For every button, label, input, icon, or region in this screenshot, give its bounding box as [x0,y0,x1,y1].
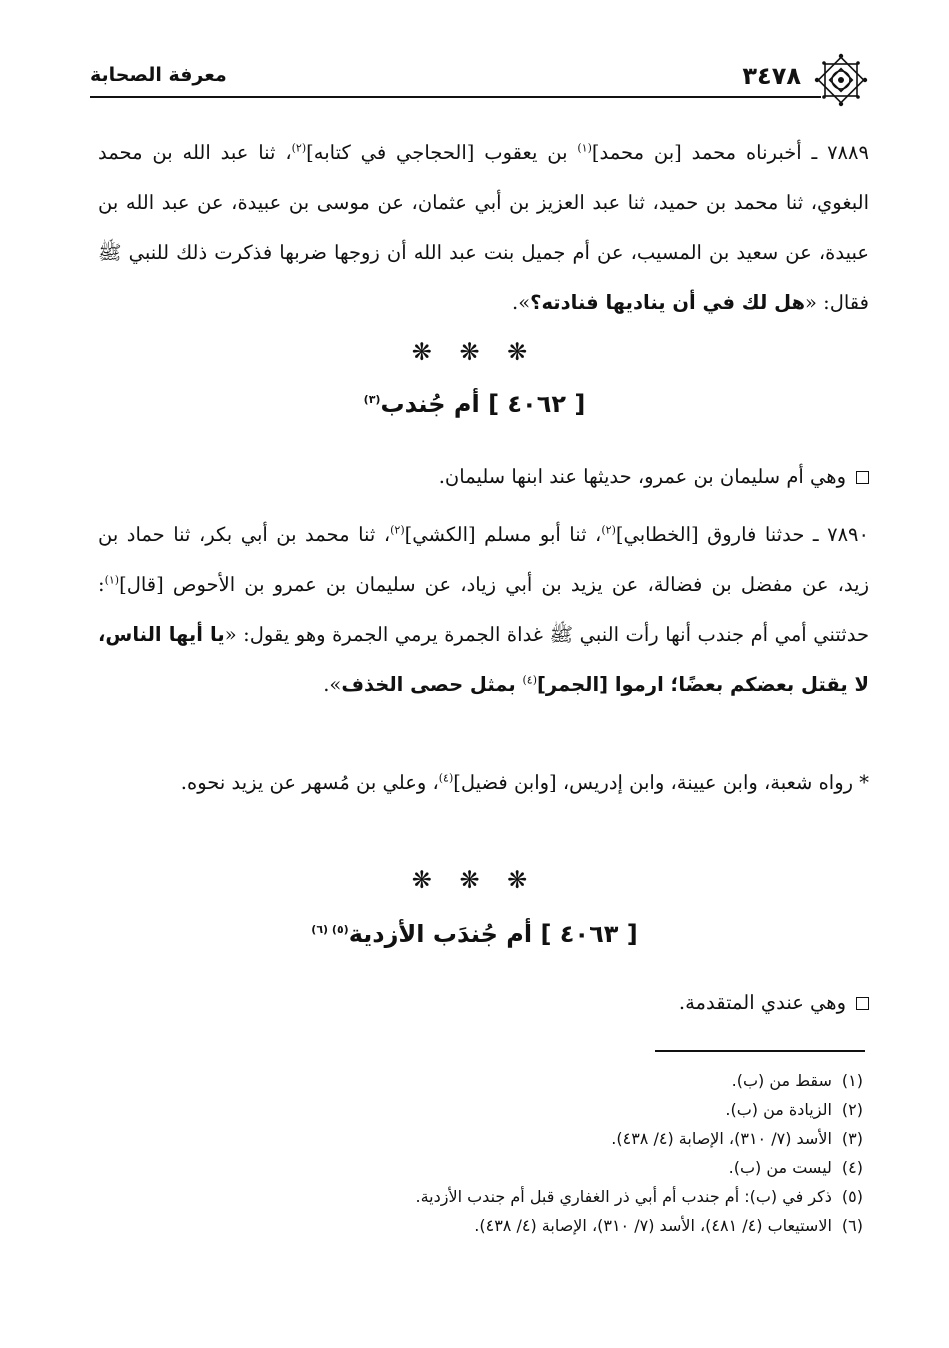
footnote-divider [655,1050,865,1052]
footnote-ref: (٣) [363,393,381,406]
footnote-ref: (١) [104,573,120,587]
prophetic-saying: يا أيها الناس، لا يقتل بعضكم بعضًا؛ ارموا [الجمر] [98,623,869,696]
footnote-item [300,1211,863,1240]
footnote-text: الاستيعاب (٤/ ٤٨١)، الأسد (٧/ ٣١٠)، الإصابة (٤/ ٤٣٨). [474,1216,832,1235]
bracket: [ [565,390,586,418]
footnote-number: (١) [841,1071,863,1090]
hadith-text: ». [323,673,342,696]
narration-text: * رواه شعبة، وابن عيينة، وابن إدريس، [وابن فضيل] [453,771,869,794]
note-text: وهي عندي المتقدمة. [678,991,846,1014]
footnote-text: الأسد (٧/ ٣١٠)، الإصابة (٤/ ٤٣٨). [611,1129,832,1148]
footnote-item [300,1124,863,1153]
footnote-text: ذكر في (ب): أم جندب أم أبي ذر الغفاري قبل أم جندب الأزدية. [415,1187,832,1206]
footnote-item [300,1182,863,1211]
footnote-number: (٤) [841,1158,863,1177]
footnote-ref: (١) [577,141,592,155]
section-separator: ❋ ❋ ❋ [411,866,538,894]
footnote-ref: (٢) [390,523,405,537]
footnote-number: (٢) [841,1100,863,1119]
footnote-text: سقط من (ب). [731,1071,832,1090]
bracket: ] [488,390,508,418]
footnote-number: (٥) [841,1187,863,1206]
footnote-number: (٣) [841,1129,863,1148]
footnote-item [300,1153,863,1182]
page-header [90,58,869,98]
entry-number: ٤٠٦٢ [507,390,566,418]
footnote-text: الزيادة من (ب). [725,1100,832,1119]
section-separator: ❋ ❋ ❋ [411,338,538,366]
hadith-text: ٧٨٩٠ ـ حدثنا فاروق [الخطابي] [615,523,869,546]
hadith-text: ، ثنا عبد الله بن محمد البغوي، ثنا محمد بن حميد، ثنا عبد العزيز بن أبي عثمان، عن موسى بن عبيدة، عن عبد الله بن عبيدة، عن سعيد بن المسيب، عن أم جميل بنت عبد الله أن زوجها ضربها فذكرت ذلك للنبي ﷺ فقال: « [98,141,869,314]
octagram-ornament-icon [813,52,869,108]
entry-number: ٤٠٦٣ [559,920,619,948]
note-4062 [98,452,869,502]
page-number: ٣٤٧٨ [742,62,801,90]
book-title: معرفة الصحابة [90,64,227,86]
hadith-text: ». [512,291,531,314]
bracket: ] [540,920,560,948]
hadith-text: ، ثنا محمد بن أبي بكر، ثنا حماد بن زيد، عن مفضل بن فضالة، عن يزيد بن أبي زياد، عن سليمان بن عمرو بن الأحوص [قال] [98,523,869,596]
footnote-ref: (٥) (٦) [311,923,349,936]
note-4063 [98,978,869,1028]
footnote-item [300,1095,863,1124]
hadith-7890 [98,510,869,710]
header-divider [90,96,821,98]
entry-heading-4063 [0,920,949,948]
narration-text: ، وعلي بن مُسهر عن يزيد نحوه. [180,771,439,794]
footnote-item [300,1066,863,1095]
hadith-text: : حدثتني أمي أم جندب أنها رأت النبي ﷺ غداة الجمرة يرمي الجمرة وهو يقول: « [98,573,869,646]
square-bullet-icon [856,997,869,1010]
prophetic-saying: هل لك في أن يناديها فنادته؟ [530,291,805,314]
hadith-text: ، ثنا أبو مسلم [الكشي] [404,523,602,546]
footnote-ref: (٢) [601,523,616,537]
narration-note [98,758,869,808]
entry-name: أم جُندب [380,390,480,418]
footnote-ref: (٤) [522,673,537,687]
entry-name: أم جُندَب الأزدية [348,920,533,948]
entry-heading-4062 [0,390,949,418]
footnote-ref: (٤) [438,771,454,785]
bracket: [ [618,920,638,948]
footnote-ref: (٢) [291,141,307,155]
footnote-number: (٦) [841,1216,863,1235]
hadith-7889 [98,128,869,328]
hadith-text: ٧٨٨٩ ـ أخبرناه محمد [بن محمد] [591,141,869,164]
hadith-text: بن يعقوب [الحجاجي في كتابه] [306,141,578,164]
footnotes [300,1066,863,1240]
prophetic-saying: بمثل حصى الخذف [341,673,523,696]
square-bullet-icon [856,471,869,484]
footnote-text: ليست من (ب). [728,1158,832,1177]
note-text: وهي أم سليمان بن عمرو، حديثها عند ابنها سليمان. [438,465,846,488]
